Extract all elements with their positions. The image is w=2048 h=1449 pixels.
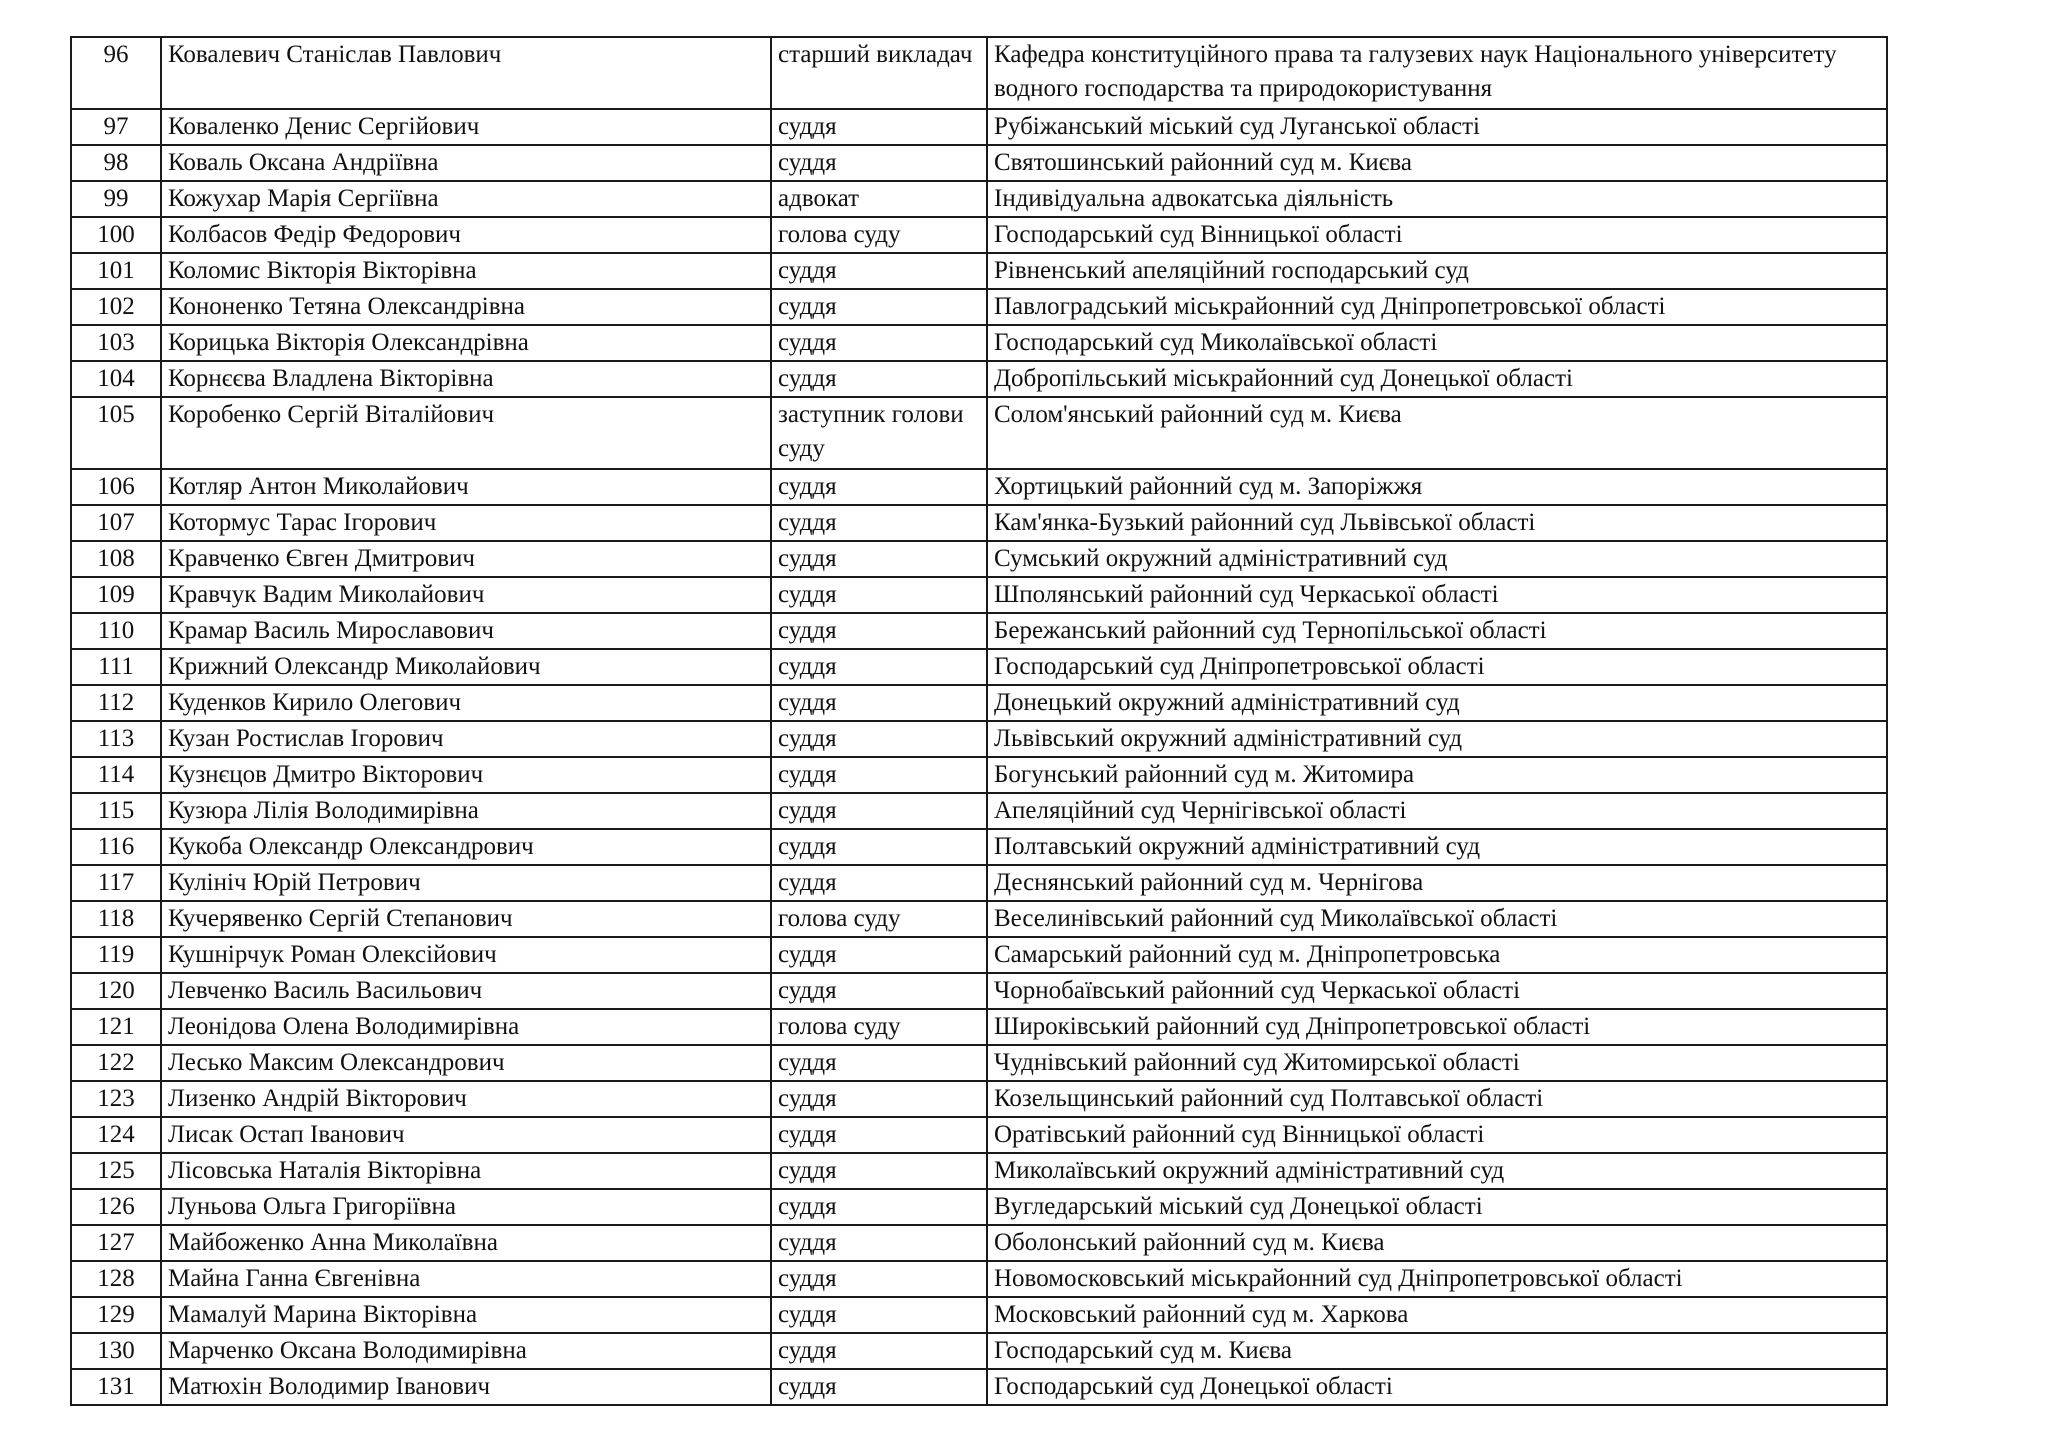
organization-cell: Самарський районний суд м. Дніпропетровська: [987, 937, 1887, 973]
row-number-cell: 101: [71, 253, 161, 289]
organization-cell: Павлоградський міськрайонний суд Дніпропетровської області: [987, 289, 1887, 325]
position-cell: старший викладач: [771, 37, 987, 109]
position-cell: суддя: [771, 541, 987, 577]
table-row: [71, 1117, 1887, 1153]
full-name-cell: Крамар Василь Мирославович: [161, 613, 771, 649]
table-row: [71, 829, 1887, 865]
organization-cell: Рівненський апеляційний господарський суд: [987, 253, 1887, 289]
position-cell: суддя: [771, 109, 987, 145]
full-name-cell: Котляр Антон Миколайович: [161, 469, 771, 505]
row-number-cell: 109: [71, 577, 161, 613]
row-number-cell: 96: [71, 37, 161, 109]
row-number-cell: 99: [71, 181, 161, 217]
table-row: [71, 793, 1887, 829]
full-name-cell: Кулініч Юрій Петрович: [161, 865, 771, 901]
organization-cell: Московський районний суд м. Харкова: [987, 1297, 1887, 1333]
organization-cell: Чуднівський районний суд Житомирської області: [987, 1045, 1887, 1081]
full-name-cell: Кушнірчук Роман Олексійович: [161, 937, 771, 973]
full-name-cell: Коваль Оксана Андріївна: [161, 145, 771, 181]
organization-cell: Вугледарський міський суд Донецької області: [987, 1189, 1887, 1225]
row-number-cell: 103: [71, 325, 161, 361]
organization-cell: Донецький окружний адміністративний суд: [987, 685, 1887, 721]
full-name-cell: Кузюра Лілія Володимирівна: [161, 793, 771, 829]
organization-cell: Деснянський районний суд м. Чернігова: [987, 865, 1887, 901]
full-name-cell: Кожухар Марія Сергіївна: [161, 181, 771, 217]
table-row: [71, 361, 1887, 397]
full-name-cell: Кононенко Тетяна Олександрівна: [161, 289, 771, 325]
position-cell: суддя: [771, 865, 987, 901]
position-cell: суддя: [771, 649, 987, 685]
row-number-cell: 110: [71, 613, 161, 649]
table-row: [71, 1009, 1887, 1045]
row-number-cell: 121: [71, 1009, 161, 1045]
table-row: [71, 1189, 1887, 1225]
table-row: [71, 1369, 1887, 1405]
table-row: [71, 109, 1887, 145]
organization-cell: Оратівський районний суд Вінницької області: [987, 1117, 1887, 1153]
full-name-cell: Корнєєва Владлена Вікторівна: [161, 361, 771, 397]
row-number-cell: 112: [71, 685, 161, 721]
organization-cell: Кам'янка-Бузький районний суд Львівської області: [987, 505, 1887, 541]
organization-cell: Добропільський міськрайонний суд Донецької області: [987, 361, 1887, 397]
table-row: [71, 1081, 1887, 1117]
table-row: [71, 1153, 1887, 1189]
full-name-cell: Куденков Кирило Олегович: [161, 685, 771, 721]
row-number-cell: 127: [71, 1225, 161, 1261]
full-name-cell: Леонідова Олена Володимирівна: [161, 1009, 771, 1045]
row-number-cell: 98: [71, 145, 161, 181]
position-cell: суддя: [771, 325, 987, 361]
full-name-cell: Лизенко Андрій Вікторович: [161, 1081, 771, 1117]
table-row: [71, 973, 1887, 1009]
position-cell: суддя: [771, 1369, 987, 1405]
organization-cell: Апеляційний суд Чернігівської області: [987, 793, 1887, 829]
full-name-cell: Коваленко Денис Сергійович: [161, 109, 771, 145]
organization-cell: Полтавський окружний адміністративний суд: [987, 829, 1887, 865]
row-number-cell: 102: [71, 289, 161, 325]
full-name-cell: Матюхін Володимир Іванович: [161, 1369, 771, 1405]
table-row: [71, 1045, 1887, 1081]
table-row: [71, 613, 1887, 649]
table-row: [71, 325, 1887, 361]
position-cell: суддя: [771, 721, 987, 757]
table-row: [71, 145, 1887, 181]
row-number-cell: 113: [71, 721, 161, 757]
row-number-cell: 128: [71, 1261, 161, 1297]
organization-cell: Святошинський районний суд м. Києва: [987, 145, 1887, 181]
row-number-cell: 106: [71, 469, 161, 505]
row-number-cell: 111: [71, 649, 161, 685]
row-number-cell: 115: [71, 793, 161, 829]
organization-cell: Індивідуальна адвокатська діяльність: [987, 181, 1887, 217]
position-cell: суддя: [771, 361, 987, 397]
table-row: [71, 217, 1887, 253]
row-number-cell: 129: [71, 1297, 161, 1333]
organization-cell: Козельщинський районний суд Полтавської області: [987, 1081, 1887, 1117]
row-number-cell: 126: [71, 1189, 161, 1225]
row-number-cell: 116: [71, 829, 161, 865]
full-name-cell: Ковалевич Станіслав Павлович: [161, 37, 771, 109]
table-row: [71, 505, 1887, 541]
full-name-cell: Левченко Василь Васильович: [161, 973, 771, 1009]
position-cell: суддя: [771, 1081, 987, 1117]
organization-cell: Шполянський районний суд Черкаської області: [987, 577, 1887, 613]
row-number-cell: 114: [71, 757, 161, 793]
position-cell: суддя: [771, 685, 987, 721]
table-row: [71, 181, 1887, 217]
organization-cell: Солом'янський районний суд м. Києва: [987, 397, 1887, 469]
candidates-table: [70, 36, 1888, 1406]
position-cell: суддя: [771, 829, 987, 865]
position-cell: суддя: [771, 793, 987, 829]
row-number-cell: 120: [71, 973, 161, 1009]
organization-cell: Львівський окружний адміністративний суд: [987, 721, 1887, 757]
full-name-cell: Мамалуй Марина Вікторівна: [161, 1297, 771, 1333]
organization-cell: Кафедра конституційного права та галузевих наук Національного університету водного господарства та природокористування: [987, 37, 1887, 109]
table-row: [71, 541, 1887, 577]
table-row: [71, 469, 1887, 505]
organization-cell: Сумський окружний адміністративний суд: [987, 541, 1887, 577]
position-cell: суддя: [771, 973, 987, 1009]
full-name-cell: Марченко Оксана Володимирівна: [161, 1333, 771, 1369]
organization-cell: Миколаївський окружний адміністративний суд: [987, 1153, 1887, 1189]
full-name-cell: Кукоба Олександр Олександрович: [161, 829, 771, 865]
row-number-cell: 97: [71, 109, 161, 145]
position-cell: суддя: [771, 1045, 987, 1081]
full-name-cell: Котормус Тарас Ігорович: [161, 505, 771, 541]
table-row: [71, 1225, 1887, 1261]
position-cell: голова суду: [771, 901, 987, 937]
row-number-cell: 122: [71, 1045, 161, 1081]
table-row: [71, 937, 1887, 973]
position-cell: суддя: [771, 469, 987, 505]
full-name-cell: Майна Ганна Євгенівна: [161, 1261, 771, 1297]
organization-cell: Богунський районний суд м. Житомира: [987, 757, 1887, 793]
organization-cell: Хортицький районний суд м. Запоріжжя: [987, 469, 1887, 505]
organization-cell: Новомосковський міськрайонний суд Дніпропетровської області: [987, 1261, 1887, 1297]
row-number-cell: 105: [71, 397, 161, 469]
table-body: [71, 37, 1887, 1405]
position-cell: суддя: [771, 1189, 987, 1225]
organization-cell: Рубіжанський міський суд Луганської області: [987, 109, 1887, 145]
row-number-cell: 124: [71, 1117, 161, 1153]
row-number-cell: 107: [71, 505, 161, 541]
full-name-cell: Коломис Вікторія Вікторівна: [161, 253, 771, 289]
full-name-cell: Майбоженко Анна Миколаївна: [161, 1225, 771, 1261]
row-number-cell: 130: [71, 1333, 161, 1369]
table-row: [71, 685, 1887, 721]
table-row: [71, 1297, 1887, 1333]
organization-cell: Господарський суд м. Києва: [987, 1333, 1887, 1369]
position-cell: суддя: [771, 757, 987, 793]
row-number-cell: 108: [71, 541, 161, 577]
organization-cell: Господарський суд Дніпропетровської області: [987, 649, 1887, 685]
table-row: [71, 37, 1887, 109]
organization-cell: Оболонський районний суд м. Києва: [987, 1225, 1887, 1261]
row-number-cell: 123: [71, 1081, 161, 1117]
position-cell: суддя: [771, 505, 987, 541]
organization-cell: Бережанський районний суд Тернопільської області: [987, 613, 1887, 649]
position-cell: голова суду: [771, 217, 987, 253]
table-row: [71, 721, 1887, 757]
full-name-cell: Колбасов Федір Федорович: [161, 217, 771, 253]
position-cell: суддя: [771, 1333, 987, 1369]
position-cell: суддя: [771, 937, 987, 973]
position-cell: суддя: [771, 1153, 987, 1189]
full-name-cell: Кузнєцов Дмитро Вікторович: [161, 757, 771, 793]
full-name-cell: Кравчук Вадим Миколайович: [161, 577, 771, 613]
position-cell: суддя: [771, 253, 987, 289]
full-name-cell: Луньова Ольга Григоріївна: [161, 1189, 771, 1225]
organization-cell: Широківський районний суд Дніпропетровської області: [987, 1009, 1887, 1045]
table-row: [71, 397, 1887, 469]
table-row: [71, 577, 1887, 613]
position-cell: суддя: [771, 1297, 987, 1333]
row-number-cell: 117: [71, 865, 161, 901]
row-number-cell: 100: [71, 217, 161, 253]
table-row: [71, 865, 1887, 901]
table-row: [71, 1261, 1887, 1297]
row-number-cell: 125: [71, 1153, 161, 1189]
full-name-cell: Кузан Ростислав Ігорович: [161, 721, 771, 757]
position-cell: адвокат: [771, 181, 987, 217]
row-number-cell: 131: [71, 1369, 161, 1405]
full-name-cell: Корицька Вікторія Олександрівна: [161, 325, 771, 361]
organization-cell: Чорнобаївський районний суд Черкаської області: [987, 973, 1887, 1009]
full-name-cell: Кравченко Євген Дмитрович: [161, 541, 771, 577]
position-cell: суддя: [771, 1261, 987, 1297]
full-name-cell: Кучерявенко Сергій Степанович: [161, 901, 771, 937]
table-row: [71, 253, 1887, 289]
position-cell: голова суду: [771, 1009, 987, 1045]
table-row: [71, 901, 1887, 937]
position-cell: суддя: [771, 1225, 987, 1261]
full-name-cell: Лісовська Наталія Вікторівна: [161, 1153, 771, 1189]
full-name-cell: Лисак Остап Іванович: [161, 1117, 771, 1153]
table-row: [71, 289, 1887, 325]
organization-cell: Господарський суд Вінницької області: [987, 217, 1887, 253]
organization-cell: Господарський суд Донецької області: [987, 1369, 1887, 1405]
position-cell: суддя: [771, 613, 987, 649]
position-cell: суддя: [771, 1117, 987, 1153]
position-cell: заступник голови суду: [771, 397, 987, 469]
full-name-cell: Крижний Олександр Миколайович: [161, 649, 771, 685]
row-number-cell: 119: [71, 937, 161, 973]
full-name-cell: Лесько Максим Олександрович: [161, 1045, 771, 1081]
full-name-cell: Коробенко Сергій Віталійович: [161, 397, 771, 469]
position-cell: суддя: [771, 577, 987, 613]
position-cell: суддя: [771, 289, 987, 325]
position-cell: суддя: [771, 145, 987, 181]
row-number-cell: 118: [71, 901, 161, 937]
organization-cell: Господарський суд Миколаївської області: [987, 325, 1887, 361]
table-row: [71, 1333, 1887, 1369]
table-row: [71, 757, 1887, 793]
organization-cell: Веселинівський районний суд Миколаївської області: [987, 901, 1887, 937]
table-row: [71, 649, 1887, 685]
row-number-cell: 104: [71, 361, 161, 397]
